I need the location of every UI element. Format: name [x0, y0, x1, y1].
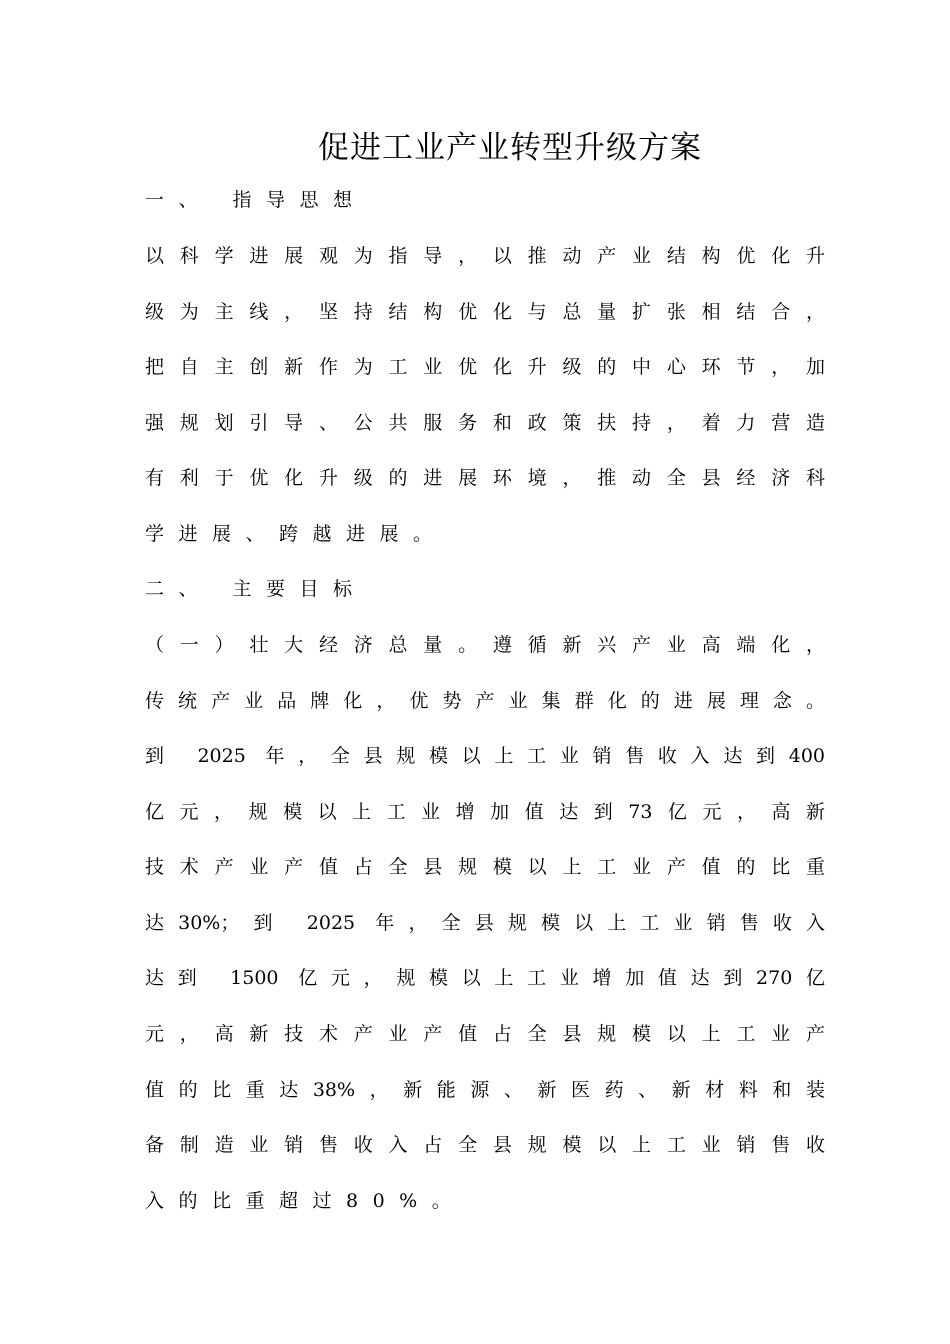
paragraph-line: 技术产业产值占全县规模以上工业产值的比重: [145, 856, 825, 878]
paragraph-line: 到 2025 年，全县规模以上工业销售收入达到400: [145, 745, 825, 767]
paragraph-line: 传统产业品牌化，优势产业集群化的进展理念。: [145, 690, 825, 712]
section-heading-main-goals: 二、 主要目标: [145, 578, 367, 600]
document-title: 促进工业产业转型升级方案: [318, 130, 702, 166]
paragraph-line: 有利于优化升级的进展环境，推动全县经济科: [145, 467, 825, 489]
paragraph-line: 强规划引导、公共服务和政策扶持，着力营造: [145, 412, 825, 434]
paragraph-line: 以科学进展观为指导，以推动产业结构优化升: [145, 245, 825, 267]
paragraph-line: 达到 1500 亿元，规模以上工业增加值达到270亿: [145, 967, 825, 989]
paragraph-line: 亿元，规模以上工业增加值达到73亿元，高新: [145, 801, 825, 823]
paragraph-line: 达30%；到 2025 年，全县规模以上工业销售收入: [145, 912, 825, 934]
paragraph-line: 学进展、跨越进展。: [145, 523, 447, 545]
paragraph-line: 入的比重超过80%。: [145, 1190, 466, 1212]
paragraph-line: （一）壮大经济总量。遵循新兴产业高端化，: [145, 634, 825, 656]
section-heading-guiding-ideology: 一、 指导思想: [145, 189, 367, 211]
paragraph-line: 元，高新技术产业产值占全县规模以上工业产: [145, 1023, 825, 1045]
paragraph-line: 值的比重达38%，新能源、新医药、新材料和装: [145, 1079, 825, 1101]
paragraph-line: 把自主创新作为工业优化升级的中心环节，加: [145, 356, 825, 378]
paragraph-line: 级为主线，坚持结构优化与总量扩张相结合，: [145, 301, 825, 323]
paragraph-line: 备制造业销售收入占全县规模以上工业销售收: [145, 1134, 825, 1156]
